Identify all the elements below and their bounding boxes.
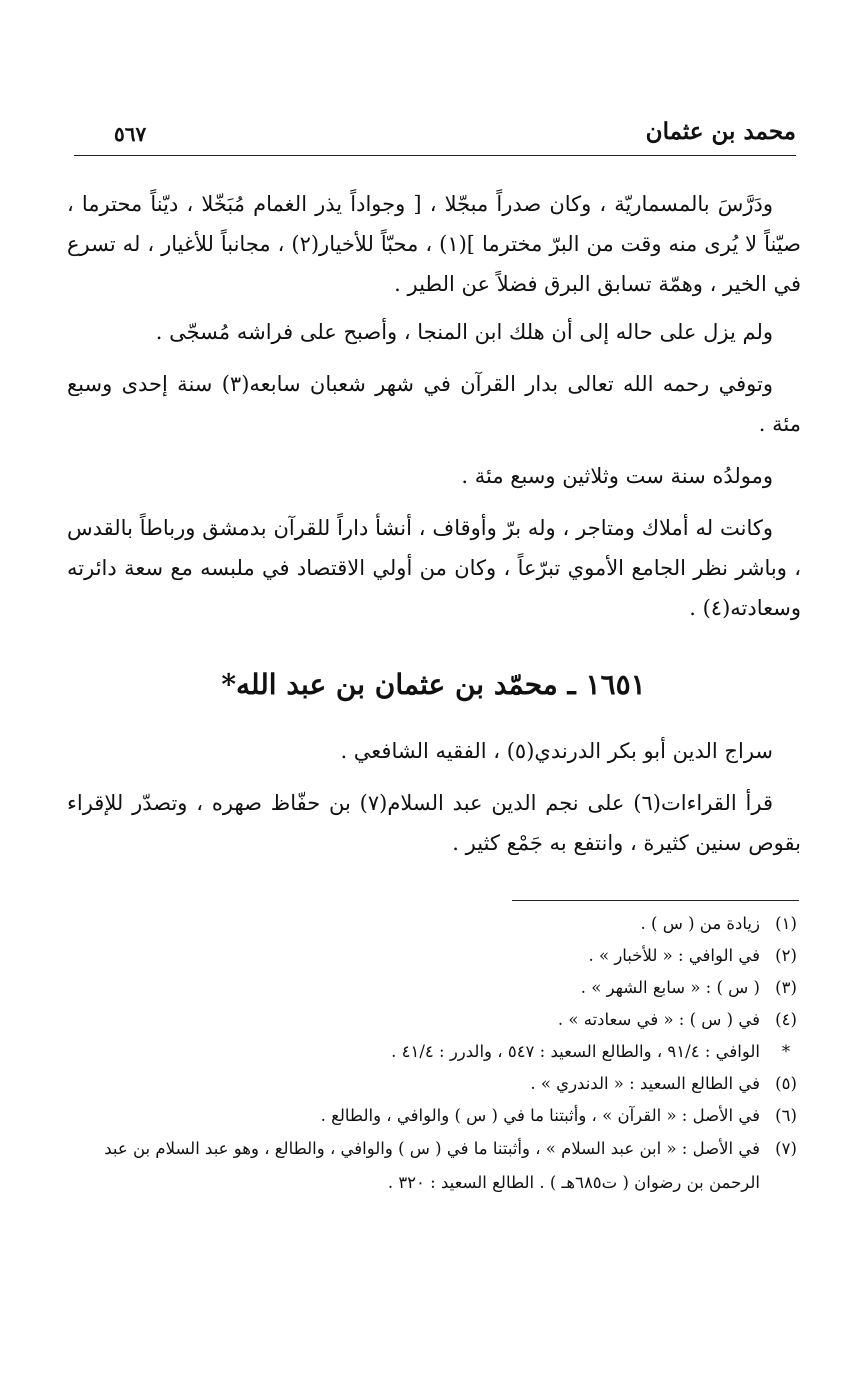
footnote (81, 940, 805, 972)
footnote-number: (٦) (775, 1106, 797, 1125)
footnote-text: في الوافي : « للأخبار » . (588, 946, 760, 965)
footnote-number: * (781, 1042, 791, 1061)
footnote (81, 972, 805, 1004)
footnote-number: (٧) (775, 1139, 797, 1158)
footnote (81, 1004, 805, 1036)
footnote-text: في الأصل : « القرآن » ، وأثبتنا ما في ( س ) والوافي ، والطالع . (320, 1106, 760, 1125)
footnote (81, 1132, 805, 1200)
running-title: محمد بن عثمان (645, 118, 796, 145)
entry-body (67, 731, 801, 863)
footnote-text: الوافي : ٩١/٤ ، والطالع السعيد : ٥٤٧ ، والدرر : ٤١/٤ . (391, 1042, 760, 1061)
footnote-text: في ( س ) : « في سعادته » . (557, 1010, 760, 1029)
footnotes (81, 908, 805, 1200)
header-rule (74, 155, 796, 156)
footnote-text: زيادة من ( س ) . (640, 914, 760, 933)
footnote-number: (٢) (775, 946, 797, 965)
entry-heading: ١٦٥١ ـ محمّد بن عثمان بن عبد الله* (221, 668, 646, 701)
footnote-separator (512, 900, 799, 901)
page-number: ٥٦٧ (114, 122, 147, 146)
footnote-text: في الأصل : « ابن عبد السلام » ، وأثبتنا ما في ( س ) والوافي ، والطالع ، وهو عبد السلام بن عبد الرحمن بن رضوان ( ت٦٨٥هـ ) . الطالع السعيد : ٣٢٠ . (104, 1139, 760, 1192)
running-header (74, 112, 796, 156)
footnote (81, 1036, 805, 1068)
section-continuation (67, 184, 801, 628)
footnote-text: ( س ) : « سابع الشهر » . (580, 978, 760, 997)
paragraph: قرأ القراءات(٦) على نجم الدين عبد السلام(٧) بن حفّاظ صهره ، وتصدّر للإقراء بقوص سنين كثيرة ، وانتفع به جَمْع كثير . (67, 791, 801, 855)
footnote-number: (٣) (775, 978, 797, 997)
paragraph: سراج الدين أبو بكر الدرندي(٥) ، الفقيه الشافعي . (340, 739, 773, 763)
footnote-number: (٤) (775, 1010, 797, 1029)
footnote (81, 1100, 805, 1132)
footnote (81, 1068, 805, 1100)
footnote (81, 908, 805, 940)
paragraph: ودَرَّسَ بالمسماريّة ، وكان صدراً مبجّلا ، [ وجواداً يذر الغمام مُبَخّلا ، ديّناً محترما ، صيّناً لا يُرى منه وقت من البرّ مخترما ](١) ، محبّاً للأخيار(٢) ، مجانباً للأغيار ، له تسرع في الخير ، وهمّة تسابق البرق فضلاً عن الطير . (67, 192, 802, 296)
paragraph: وتوفي رحمه الله تعالى بدار القرآن في شهر شعبان سابعه(٣) سنة إحدى وسبع مئة . (67, 372, 801, 436)
footnote-text: في الطالع السعيد : « الدندري » . (530, 1074, 760, 1093)
paragraph: ومولدُه سنة ست وثلاثين وسبع مئة . (461, 464, 773, 488)
footnote-number: (٥) (775, 1074, 797, 1093)
paragraph: ولم يزل على حاله إلى أن هلك ابن المنجا ، وأصبح على فراشه مُسجّى . (155, 320, 773, 344)
footnote-number: (١) (775, 914, 797, 933)
paragraph: وكانت له أملاك ومتاجر ، وله برّ وأوقاف ، أنشأ داراً للقرآن بدمشق ورباطاً بالقدس ، وباشر نظر الجامع الأموي تبرّعاً ، وكان من أولي الاقتصاد في ملبسه مع سعة دائرته وسعادته(٤) . (67, 516, 801, 620)
